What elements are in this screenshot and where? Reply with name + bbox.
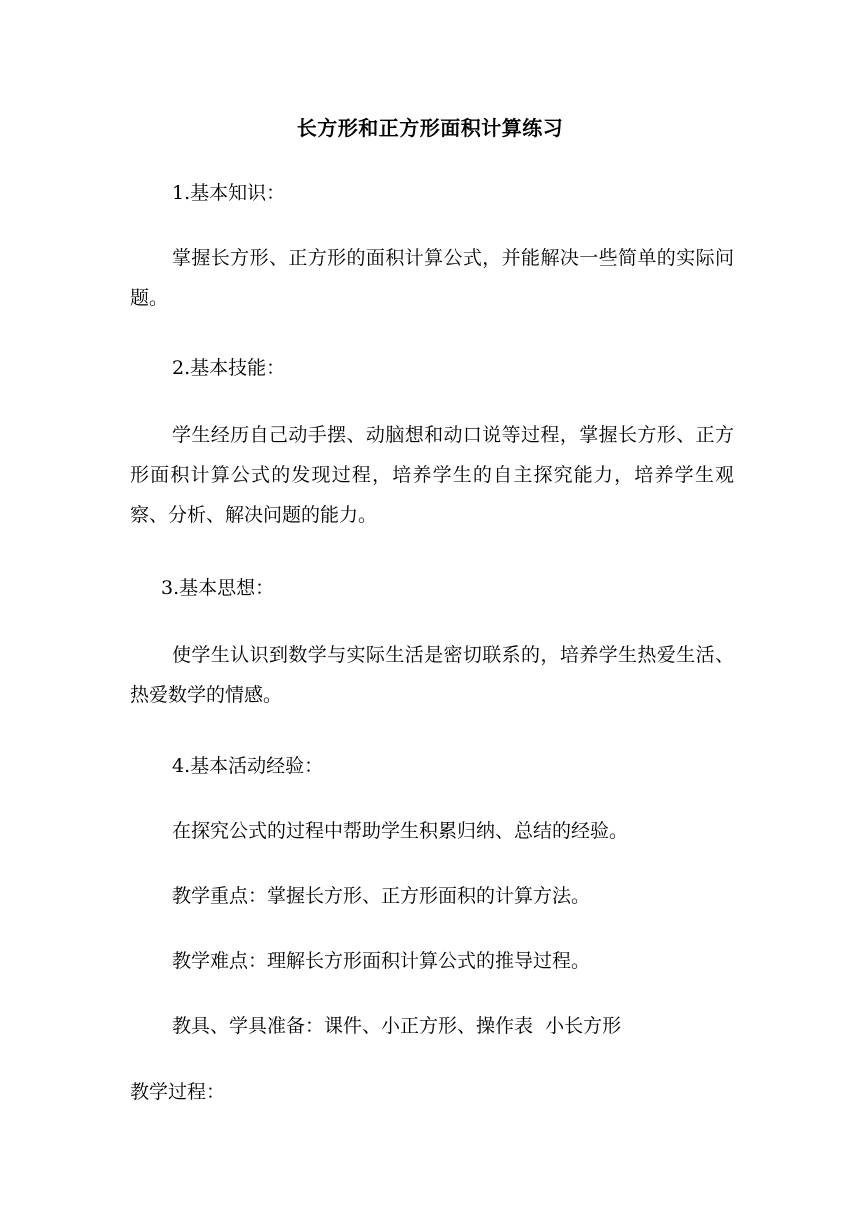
document-title: 长方形和正方形面积计算练习 <box>296 116 564 140</box>
materials-line: 教具、学具准备：课件、小正方形、操作表 小长方形 <box>172 1015 622 1037</box>
difficult-point: 教学难点：理解长方形面积计算公式的推导过程。 <box>172 950 591 972</box>
thinking-heading: 3.基本思想： <box>161 577 275 599</box>
skills-heading: 2.基本技能： <box>172 357 286 379</box>
skills-paragraph: 学生经历自己动手摆、动脑想和动口说等过程，掌握长方形、正方形面积计算公式的发现过程，培养学生的自主探究能力，培养学生观察、分析、解决问题的能力。 <box>130 424 734 526</box>
experience-paragraph: 在探究公式的过程中帮助学生积累归纳、总结的经验。 <box>172 820 629 842</box>
thinking-paragraph: 使学生认识到数学与实际生活是密切联系的，培养学生热爱生活、热爱数学的情感。 <box>130 644 734 706</box>
key-point: 教学重点：掌握长方形、正方形面积的计算方法。 <box>172 885 591 907</box>
experience-heading: 4.基本活动经验： <box>172 755 324 777</box>
process-heading: 教学过程： <box>130 1081 226 1103</box>
knowledge-paragraph: 掌握长方形、正方形的面积计算公式，并能解决一些简单的实际问题。 <box>130 247 734 309</box>
knowledge-heading: 1.基本知识： <box>172 182 286 204</box>
